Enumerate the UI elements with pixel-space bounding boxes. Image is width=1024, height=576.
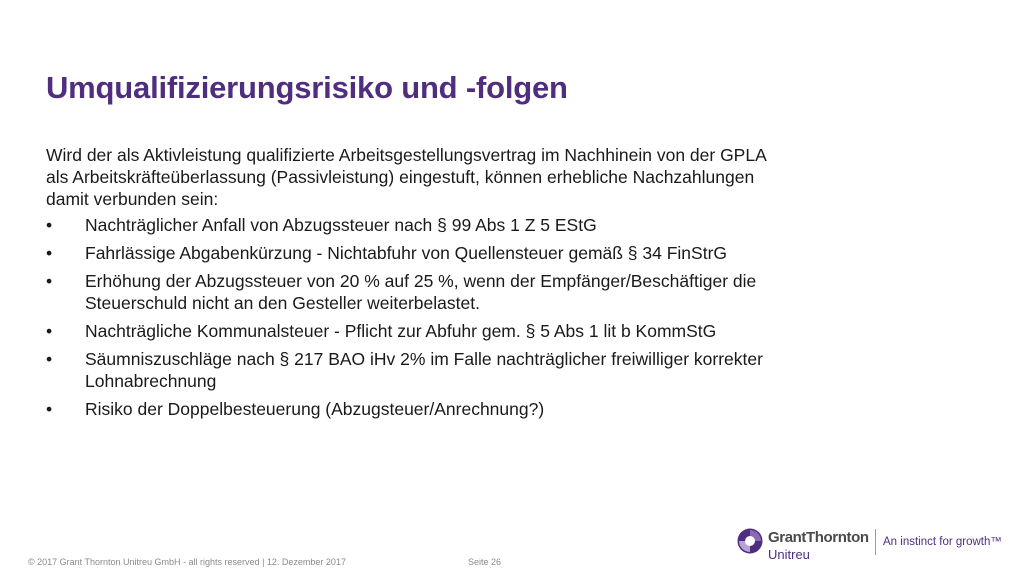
bullet-list [46,214,896,420]
bullet-item [46,348,896,392]
bullet-text: Risiko der Doppelbesteuerung (Abzugsteuer/Anrechnung?) [85,399,545,419]
logo-brand-name: GrantThornton [768,529,869,546]
bullet-dot: • [46,399,53,419]
bullet-item [46,270,896,314]
bullet-text: Fahrlässige Abgabenkürzung - Nichtabfuhr von Quellensteuer gemäß § 34 FinStrG [85,243,728,263]
bullet-text: Nachträgliche Kommunalsteuer - Pflicht zur Abfuhr gem. § 5 Abs 1 lit b KommStG [85,321,717,341]
bullet-text: Lohnabrechnung [85,371,217,391]
slide-body [46,144,896,426]
logo-tagline: An instinct for growth™ [883,536,1002,548]
intro-line: Wird der als Aktivleistung qualifizierte Arbeitsgestellungsvertrag im Nachhinein von der GPLA [46,145,767,165]
bullet-dot: • [46,215,53,235]
bullet-dot: • [46,321,53,341]
bullet-dot: • [46,349,53,369]
bullet-text: Erhöhung der Abzugssteuer von 20 % auf 25 %, wenn der Empfänger/Beschäftiger die [85,271,757,291]
intro-line: damit verbunden sein: [46,189,219,209]
bullet-item [46,398,896,420]
bullet-item [46,242,896,264]
bullet-item [46,214,896,236]
bullet-dot: • [46,271,53,291]
bullet-dot: • [46,243,53,263]
logo-mark-icon [737,528,763,554]
intro-paragraph [46,144,896,210]
bullet-text: Säumniszuschläge nach § 217 BAO iHv 2% im Falle nachträglicher freiwilliger korrekter [85,349,763,369]
logo-brand-sub: Unitreu [768,547,810,562]
bullet-text: Steuerschuld nicht an den Gesteller weiterbelastet. [85,293,480,313]
intro-line: als Arbeitskräfteüberlassung (Passivleistung) eingestuft, können erhebliche Nachzahlungen [46,167,755,187]
logo-divider [875,529,876,555]
slide-title: Umqualifizierungsrisiko und -folgen [46,70,568,105]
footer-page-number: Seite 26 [468,557,502,567]
footer-copyright: © 2017 Grant Thornton Unitreu GmbH - all rights reserved | 12. Dezember 2017 [28,557,346,567]
grant-thornton-logo [737,525,1002,565]
bullet-item [46,320,896,342]
bullet-text: Nachträglicher Anfall von Abzugssteuer nach § 99 Abs 1 Z 5 EStG [85,215,597,235]
